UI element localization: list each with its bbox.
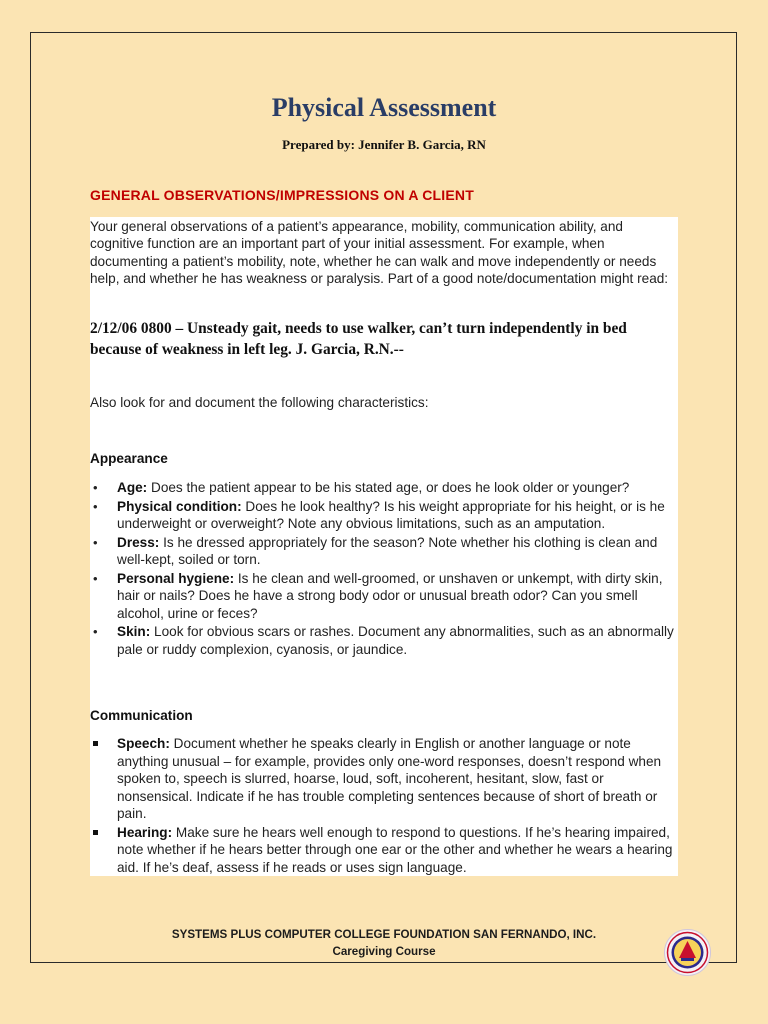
- also-text: Also look for and document the following characteristics:: [90, 395, 429, 410]
- bullet-icon: •: [93, 480, 98, 495]
- list-item: [90, 570, 678, 623]
- item-label: Personal hygiene:: [117, 570, 235, 586]
- intro-paragraph: Your general observations of a patient’s appearance, mobility, communication ability, and cognitive function are an important part of your initial assessment. For example, when documenting a patient’s mobility, note, whether he can walk and move independently or needs help, and whether he has weakness or paralysis. Part of a good note/documentation might read:: [90, 219, 669, 286]
- item-label: Physical condition:: [117, 498, 242, 514]
- item-text: Document whether he speaks clearly in English or another language or note anything unusual – for example, provides only one-word responses, doesn’t respond when spoken to, speech is slurred, hoarse, loud, soft, incoherent, hesitant, slow, fast or nonsensical. Indicate if he has trouble completing sentences because of short of breath or pain.: [117, 736, 662, 821]
- bullet-icon: •: [93, 624, 98, 639]
- appearance-heading: Appearance: [90, 451, 168, 466]
- item-text: Does the patient appear to be his stated age, or does he look older or younger?: [147, 480, 630, 495]
- page-title: Physical Assessment: [271, 93, 497, 122]
- item-text: Is he dressed appropriately for the season? Note whether his clothing is clean and well-kept, soiled or torn.: [117, 534, 658, 567]
- section-heading: GENERAL OBSERVATIONS/IMPRESSIONS ON A CLIENT: [90, 187, 474, 203]
- item-label: Dress:: [117, 534, 160, 550]
- item-label: Hearing:: [117, 824, 173, 840]
- list-item: [90, 479, 678, 497]
- footer-institution: SYSTEMS PLUS COMPUTER COLLEGE FOUNDATION SAN FERNANDO, INC.: [171, 928, 597, 941]
- communication-heading: Communication: [90, 708, 193, 723]
- bullet-icon: •: [93, 570, 98, 586]
- list-item: [90, 824, 678, 877]
- item-text: Look for obvious scars or rashes. Document any abnormalities, such as an abnormally pale or ruddy complexion, cyanosis, or jaundice.: [117, 624, 674, 657]
- example-note: 2/12/06 0800 – Unsteady gait, needs to use walker, can’t turn independently in bed because of weakness in left leg. J. Garcia, R.N.--: [90, 320, 627, 358]
- college-seal-icon: [664, 929, 711, 976]
- list-item: [90, 534, 678, 569]
- footer-course: Caregiving Course: [332, 945, 436, 958]
- content-panel: [90, 217, 678, 876]
- item-label: Age:: [117, 480, 148, 495]
- bullet-icon: •: [93, 498, 98, 514]
- square-bullet-icon: [93, 741, 98, 746]
- item-text: Is he clean and well-groomed, or unshaven or unkempt, with dirty skin, hair or nails? Does he have a strong body odor or unusual breath odor? Can you smell alcohol, urine or feces?: [117, 570, 663, 621]
- list-item: [90, 623, 678, 658]
- appearance-list: [90, 479, 678, 659]
- communication-list: [90, 735, 678, 877]
- item-text: Does he look healthy? Is his weight appropriate for his height, or is he underweight or overweight? Note any obvious limitations, such as an amputation.: [117, 498, 665, 531]
- list-item: [90, 498, 678, 533]
- item-label: Skin:: [117, 624, 151, 639]
- square-bullet-icon: [93, 830, 98, 835]
- item-label: Speech:: [117, 736, 170, 751]
- item-text: Make sure he hears well enough to respond to questions. If he’s hearing impaired, note whether if he hears better through one ear or the other and whether he wears a hearing aid. If he’s deaf, assess if he reads or uses sign language.: [117, 824, 673, 875]
- prepared-by: Prepared by: Jennifer B. Garcia, RN: [282, 137, 486, 152]
- bullet-icon: •: [93, 534, 98, 550]
- list-item: [90, 735, 678, 823]
